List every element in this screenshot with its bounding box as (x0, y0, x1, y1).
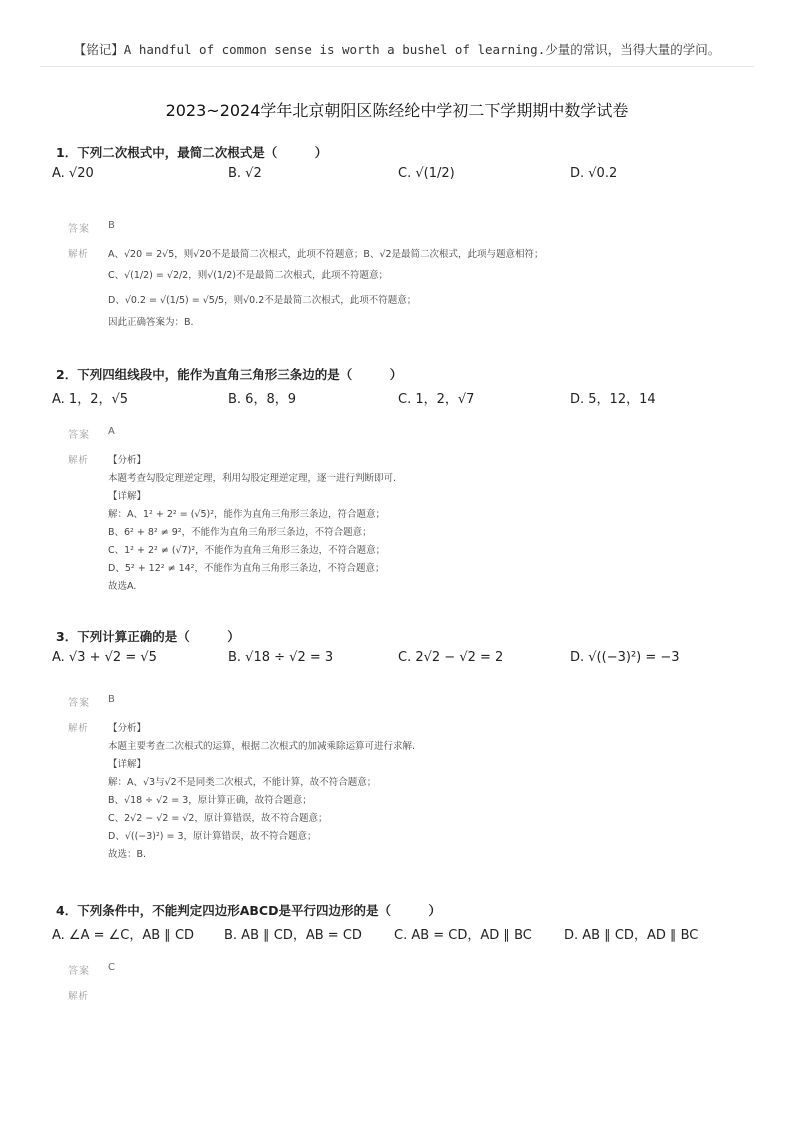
option-b: B. AB ∥ CD，AB = CD (224, 928, 362, 943)
question-3 (52, 628, 756, 864)
analysis-block (56, 452, 756, 596)
answer-label: 答案 (68, 966, 90, 977)
analysis-line: 本题主要考查二次根式的运算，根据二次根式的加减乘除运算可进行求解. (108, 741, 416, 752)
analysis-label: 解析 (68, 723, 90, 734)
question-stem: 1．下列二次根式中，最简二次根式是（ ） (56, 145, 328, 160)
analysis-label: 解析 (68, 249, 90, 260)
question-2 (52, 366, 756, 596)
motto-divider (40, 66, 754, 67)
analysis-block (56, 246, 756, 332)
analysis-line: 【分析】 (108, 455, 147, 466)
answer-value: B (108, 220, 115, 231)
question-stem: 4．下列条件中，不能判定四边形ABCD是平行四边形的是（ ） (56, 903, 441, 918)
analysis-line: D、5² + 12² ≠ 14²，不能作为直角三角形三条边，不符合题意； (108, 563, 385, 574)
analysis-line: D、√((−3)²) = 3，原计算错误，故不符合题意； (108, 831, 317, 842)
analysis-line: 【详解】 (108, 759, 147, 770)
analysis-line: B、√18 ÷ √2 = 3，原计算正确，故符合题意； (108, 795, 312, 806)
analysis-label: 解析 (68, 991, 90, 1002)
analysis-block (56, 720, 756, 864)
option-a: A. 1，2，√5 (52, 392, 129, 407)
answer-label: 答案 (68, 430, 90, 441)
option-d: D. 5，12，14 (570, 392, 656, 407)
answer-value: C (108, 962, 115, 973)
answer-value: A (108, 426, 115, 437)
option-b: B. 6，8，9 (228, 392, 296, 407)
answer-row (56, 694, 756, 710)
analysis-line: C、2√2 − √2 = √2，原计算错误，故不符合题意； (108, 813, 328, 824)
answer-row (56, 962, 756, 978)
analysis-line: D、√0.2 = √(1/5) = √5/5，则√0.2不是最简二次根式，此项不符题意； (108, 295, 417, 306)
option-c: C. AB = CD，AD ∥ BC (394, 928, 532, 943)
analysis-line: C、1² + 2² ≠ (√7)²，不能作为直角三角形三条边，不符合题意； (108, 545, 386, 556)
option-a: A. ∠A = ∠C，AB ∥ CD (52, 928, 195, 943)
analysis-line: 解：A、1² + 2² = (√5)²，能作为直角三角形三条边，符合题意； (108, 509, 386, 520)
option-a: A. √3 + √2 = √5 (52, 650, 157, 665)
question-1 (52, 144, 756, 332)
analysis-line: B、6² + 8² ≠ 9²，不能作为直角三角形三条边，不符合题意； (108, 527, 372, 538)
option-c: C. √(1/2) (398, 166, 455, 181)
analysis-line: 【详解】 (108, 491, 147, 502)
motto: 【铭记】A handful of common sense is worth a bushel of learning.少量的常识，当得大量的学问。 (73, 42, 721, 57)
option-d: D. √0.2 (570, 166, 618, 181)
answer-label: 答案 (68, 224, 90, 235)
analysis-line: 故选A. (108, 581, 137, 592)
question-4 (52, 902, 756, 1002)
option-d: D. √((−3)²) = −3 (570, 650, 680, 665)
analysis-line: 解：A、√3与√2不是同类二次根式，不能计算，故不符合题意； (108, 777, 377, 788)
option-c: C. 2√2 − √2 = 2 (398, 650, 504, 665)
question-stem: 3．下列计算正确的是（ ） (56, 629, 240, 644)
analysis-line: 本题考查勾股定理逆定理，利用勾股定理逆定理，逐一进行判断即可. (108, 473, 397, 484)
option-b: B. √2 (228, 166, 262, 181)
option-c: C. 1，2，√7 (398, 392, 475, 407)
question-stem: 2．下列四组线段中，能作为直角三角形三条边的是（ ） (56, 367, 403, 382)
answer-value: B (108, 694, 115, 705)
option-d: D. AB ∥ CD，AD ∥ BC (564, 928, 699, 943)
option-b: B. √18 ÷ √2 = 3 (228, 650, 334, 665)
analysis-line: 【分析】 (108, 723, 147, 734)
analysis-line: A、√20 = 2√5，则√20不是最简二次根式，此项不符题意；B、√2是最简二次根式，此项与题意相符； (108, 249, 544, 260)
page-title: 2023~2024学年北京朝阳区陈经纶中学初二下学期期中数学试卷 (165, 101, 629, 120)
answer-label: 答案 (68, 698, 90, 709)
answer-row (56, 426, 756, 442)
answer-row (56, 220, 756, 236)
option-a: A. √20 (52, 166, 94, 181)
analysis-line: 故选：B. (108, 849, 147, 860)
analysis-line: C、√(1/2) = √2/2，则√(1/2)不是最简二次根式，此项不符题意； (108, 270, 388, 281)
analysis-line: 因此正确答案为：B. (108, 317, 194, 328)
analysis-label: 解析 (68, 455, 90, 466)
